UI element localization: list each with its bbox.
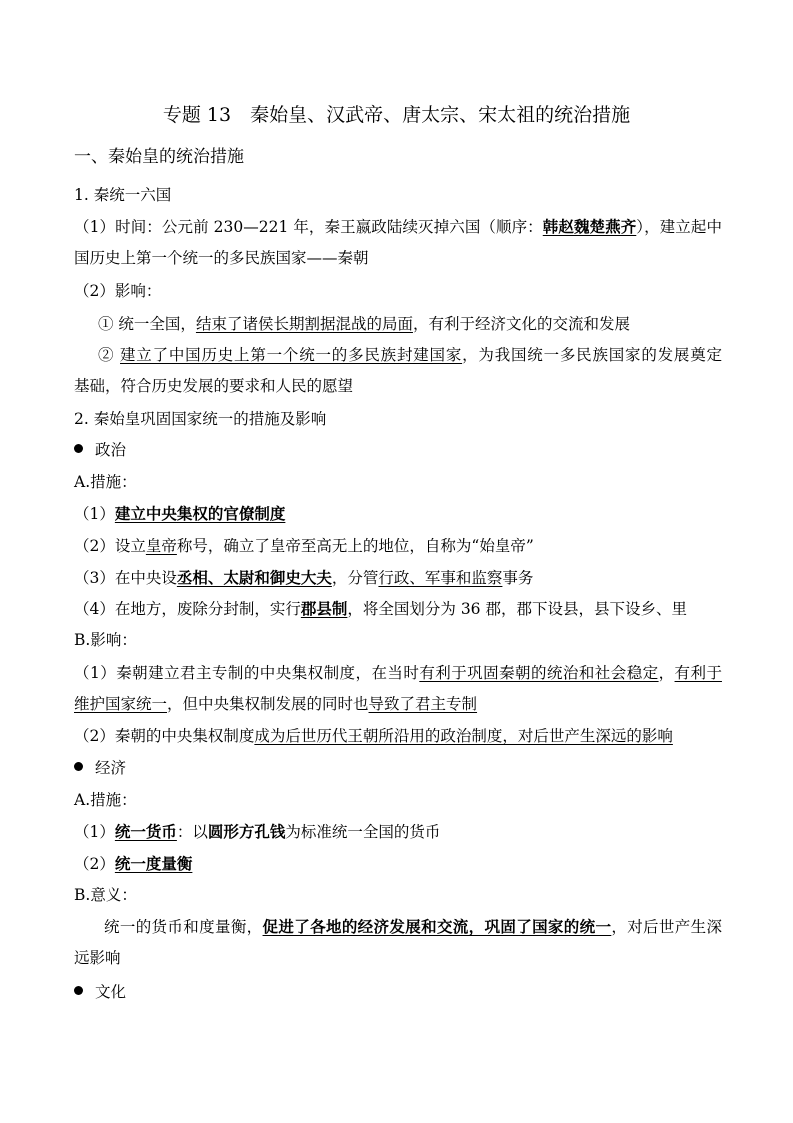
politics-measure-3: （3）在中央设丞相、太尉和御史大夫，分管行政、军事和监察事务 — [74, 568, 534, 587]
label-measures: A.措施： — [74, 473, 137, 491]
bullet-icon — [74, 986, 83, 995]
economy-measure-1: （1）统一货币：以圆形方孔钱为标准统一全国的货币 — [74, 822, 441, 841]
bullet-icon — [74, 444, 83, 453]
politics-measure-2: （2）设立皇帝称号，确立了皇帝至高无上的地位，自称为“始皇帝” — [74, 537, 534, 555]
economy-measure-2: （2）统一度量衡 — [74, 854, 193, 873]
section-heading: 一、秦始皇的统治措施 — [74, 147, 244, 167]
bullet-economy: 经济 — [74, 757, 126, 779]
influence-item-1-cont: 维护国家统一，但中央集权制发展的同时也导致了君主专制 — [74, 695, 478, 713]
impact-item-2-cont: 基础，符合历史发展的要求和人民的愿望 — [74, 377, 354, 395]
influence-item-1: （1）秦朝建立君主专制的中央集权制度，在当时有利于巩固秦朝的统治和社会稳定，有利于 — [74, 664, 722, 682]
meaning-paragraph-cont: 远影响 — [74, 949, 121, 967]
label-influence: B.影响： — [74, 631, 137, 649]
subheading-unify: 1. 秦统一六国 — [74, 186, 172, 204]
subheading-consolidate: 2. 秦始皇巩固国家统一的措施及影响 — [74, 410, 327, 428]
bullet-politics: 政治 — [74, 439, 126, 461]
bullet-icon — [74, 762, 83, 771]
label-meaning: B.意义： — [74, 886, 137, 904]
impact-item-1: ① 统一全国，结束了诸侯长期割据混战的局面，有利于经济文化的交流和发展 — [98, 315, 630, 333]
paragraph-time: （1）时间：公元前 230—221 年，秦王嬴政陆续灭掉六国（顺序：韩赵魏楚燕齐），建立起中 — [74, 217, 722, 236]
paragraph-time-cont: 国历史上第一个统一的多民族国家——秦朝 — [74, 249, 369, 267]
label-impact: （2）影响： — [74, 282, 162, 300]
politics-measure-1: （1）建立中央集权的官僚制度 — [74, 504, 286, 523]
influence-item-2: （2）秦朝的中央集权制度成为后世历代王朝所沿用的政治制度，对后世产生深远的影响 — [74, 727, 673, 745]
bullet-culture: 文化 — [74, 981, 126, 1003]
politics-measure-4: （4）在地方，废除分封制，实行郡县制，将全国划分为 36 郡，郡下设县，县下设乡、里 — [74, 599, 687, 618]
label-measures-econ: A.措施： — [74, 791, 137, 809]
impact-item-2: ② 建立了中国历史上第一个统一的多民族封建国家，为我国统一多民族国家的发展奠定 — [98, 346, 722, 364]
meaning-paragraph: 统一的货币和度量衡，促进了各地的经济发展和交流，巩固了国家的统一，对后世产生深 — [104, 917, 722, 936]
page-title: 专题 13 秦始皇、汉武帝、唐太宗、宋太祖的统治措施 — [162, 104, 631, 126]
